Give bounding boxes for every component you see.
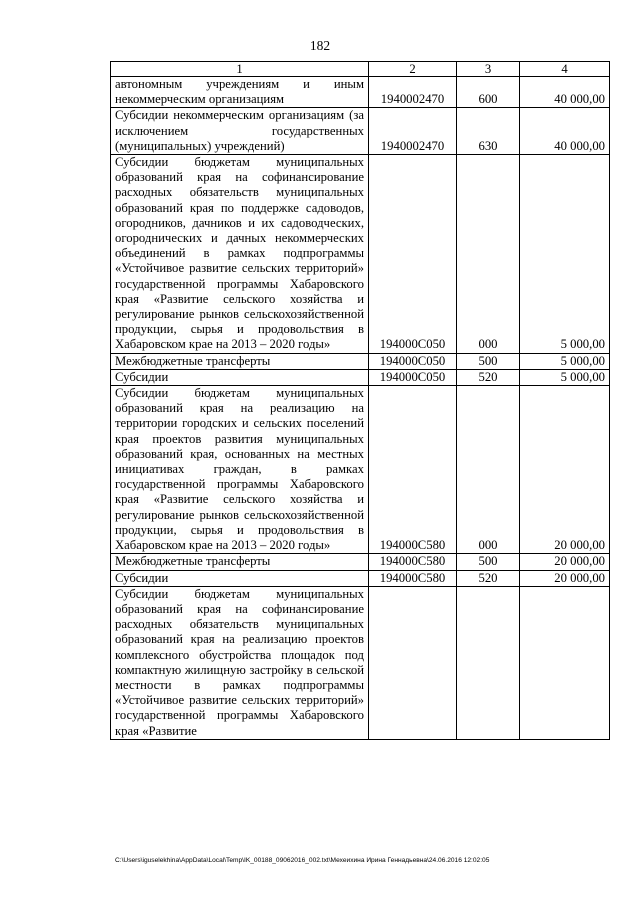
column-header: 2 <box>369 62 457 77</box>
column-header: 4 <box>520 62 610 77</box>
row-type: 600 <box>457 77 520 108</box>
row-amount: 5 000,00 <box>520 369 610 385</box>
row-name: Субсидии некоммерческим организациям (за исключением государственных (муниципальных) учреждений) <box>111 108 369 155</box>
table-row <box>111 386 610 554</box>
table-row <box>111 586 610 739</box>
row-code: 194000C050 <box>369 155 457 354</box>
row-type: 500 <box>457 353 520 369</box>
table-row <box>111 570 610 586</box>
file-path-footer: C:\Users\iguselekhina\AppData\Local\Temp\IK_00188_09062016_002.txt\Мехеихина Ирина Геннадьевна\24.06.2016 12:02:05 <box>115 857 490 864</box>
table-row <box>111 353 610 369</box>
row-code: 1940002470 <box>369 77 457 108</box>
row-type: 000 <box>457 155 520 354</box>
row-code <box>369 586 457 739</box>
table-header-row <box>111 62 610 77</box>
row-type <box>457 586 520 739</box>
row-name: Субсидии бюджетам муниципальных образований края на реализацию на территории городских и сельских поселений края проектов развития муниципальных образований края, основанных на местных инициативах граждан, в рамках государственной программы Хабаровского края «Развитие сельского хозяйства и регулирование рынков сельскохозяйственной продукции, сырья и продовольствия в Хабаровском крае на 2013 – 2020 годы» <box>111 386 369 554</box>
row-amount: 20 000,00 <box>520 570 610 586</box>
column-header: 3 <box>457 62 520 77</box>
row-amount: 20 000,00 <box>520 554 610 570</box>
page-number: 182 <box>309 38 331 53</box>
row-name: Межбюджетные трансферты <box>111 353 369 369</box>
row-amount: 5 000,00 <box>520 353 610 369</box>
row-amount: 40 000,00 <box>520 77 610 108</box>
row-type: 000 <box>457 386 520 554</box>
row-type: 500 <box>457 554 520 570</box>
table-row <box>111 554 610 570</box>
row-code: 194000C580 <box>369 570 457 586</box>
row-type: 630 <box>457 108 520 155</box>
row-code: 194000C580 <box>369 386 457 554</box>
budget-table <box>110 61 610 740</box>
row-type: 520 <box>457 570 520 586</box>
table-row <box>111 369 610 385</box>
row-name: Межбюджетные трансферты <box>111 554 369 570</box>
row-name: Субсидии <box>111 570 369 586</box>
table-row <box>111 108 610 155</box>
row-name: Субсидии <box>111 369 369 385</box>
row-amount: 5 000,00 <box>520 155 610 354</box>
row-name: Субсидии бюджетам муниципальных образований края на софинансирование расходных обязательств муниципальных образований края по поддержке садоводов, огородников, дачников и их садоводческих, огороднических и дачных некоммерческих объединений в рамках подпрограммы «Устойчивое развитие сельских территорий» государственной программы Хабаровского края «Развитие сельского хозяйства и регулирование рынков сельскохозяйственной продукции, сырья и продовольствия в Хабаровском крае на 2013 – 2020 годы» <box>111 155 369 354</box>
row-amount: 40 000,00 <box>520 108 610 155</box>
row-code: 194000C050 <box>369 353 457 369</box>
row-amount: 20 000,00 <box>520 386 610 554</box>
row-code: 1940002470 <box>369 108 457 155</box>
row-name: автономным учреждениям и иным некоммерческим организациям <box>111 77 369 108</box>
row-name: Субсидии бюджетам муниципальных образований края на софинансирование расходных обязательств муниципальных образований края на реализацию проектов комплексного обустройства площадок под компактную жилищную застройку в сельской местности в рамках подпрограммы «Устойчивое развитие сельских территорий» государственной программы Хабаровского края «Развитие <box>111 586 369 739</box>
row-code: 194000C050 <box>369 369 457 385</box>
column-header: 1 <box>111 62 369 77</box>
row-type: 520 <box>457 369 520 385</box>
table-row <box>111 77 610 108</box>
row-amount <box>520 586 610 739</box>
row-code: 194000C580 <box>369 554 457 570</box>
table-row <box>111 155 610 354</box>
